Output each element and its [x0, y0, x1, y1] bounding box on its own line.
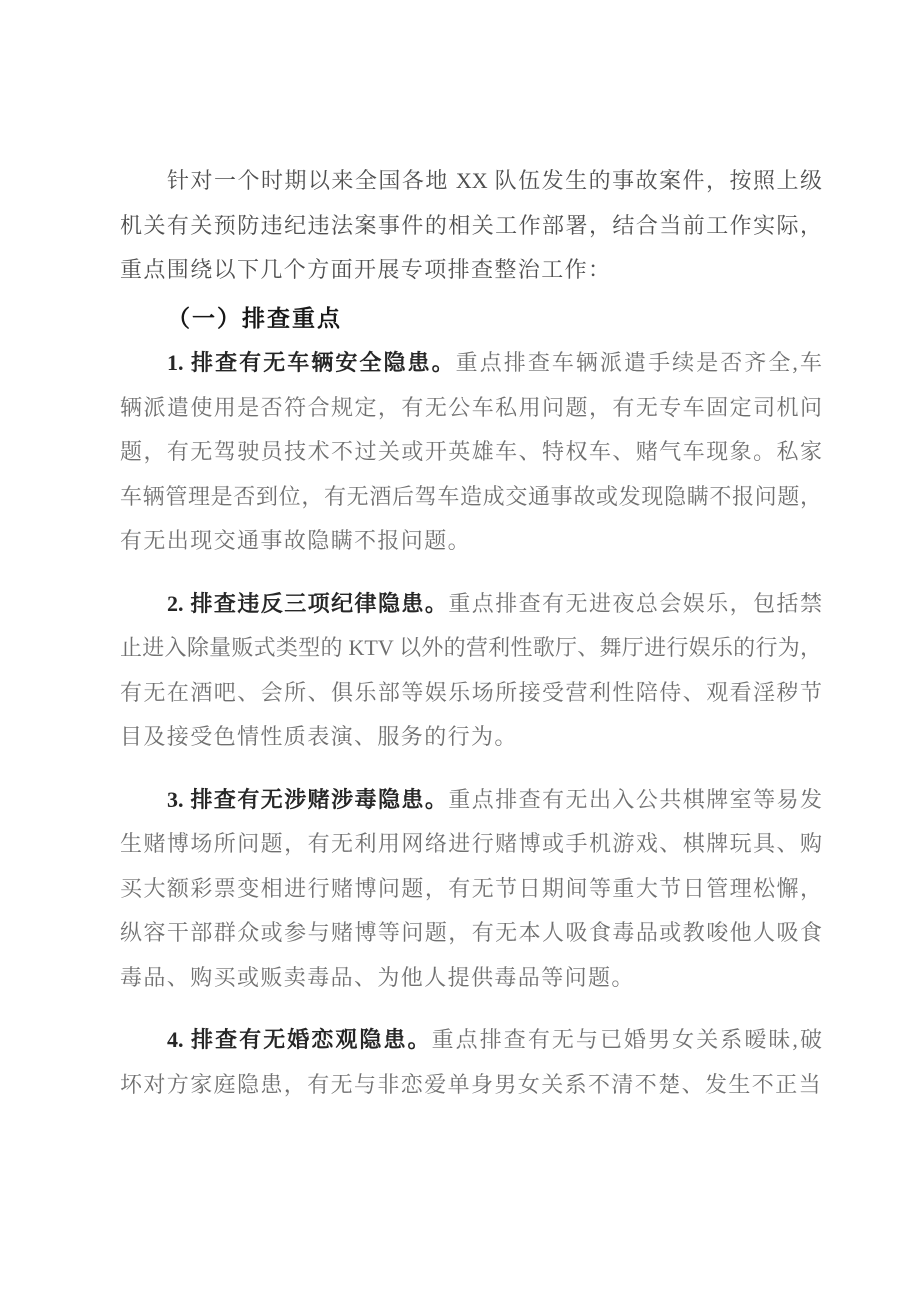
text-line [120, 778, 822, 823]
body-text: 有无在酒吧、会所、俱乐部等娱乐场所接受营利性陪侍、观看淫秽节 [120, 679, 822, 705]
bold-lead: 3. 排查有无涉赌涉毒隐患。 [167, 786, 449, 812]
body-text: 重点围绕以下几个方面开展专项排查整治工作： [120, 257, 612, 282]
body-text: 买大额彩票变相进行赌博问题，有无节日期间等重大节日管理松懈， [120, 875, 822, 901]
text-line [120, 248, 822, 293]
section-heading [120, 297, 822, 342]
intro-paragraph [120, 159, 822, 293]
body-text: 生赌博场所问题，有无利用网络进行赌博或手机游戏、棋牌玩具、购 [120, 831, 822, 856]
text-line [120, 159, 822, 204]
text-line [120, 341, 822, 386]
body-text: 重点排查有无出入公共棋牌室等易发 [448, 786, 822, 812]
numbered-paragraph [120, 582, 822, 760]
body-text: 重点排查车辆派遣手续是否齐全,车 [455, 350, 822, 375]
text-line [120, 867, 822, 912]
body-text: 重点排查有无与已婚男女关系暧昧,破 [431, 1027, 822, 1052]
text-line [120, 1018, 822, 1063]
body-text: 针对一个时期以来全国各地 XX 队伍发生的事故案件，按照上级 [167, 168, 822, 193]
text-line [120, 1063, 822, 1108]
text-line [120, 386, 822, 431]
bold-lead: 1. 排查有无车辆安全隐患。 [167, 350, 456, 375]
body-text: 坏对方家庭隐患，有无与非恋爱单身男女关系不清不楚、发生不正当 [120, 1071, 822, 1097]
bold-lead: （一）排查重点 [167, 305, 342, 331]
bold-lead: 4. 排查有无婚恋观隐患。 [167, 1027, 432, 1052]
body-text: 辆派遣使用是否符合规定，有无公车私用问题，有无专车固定司机问 [120, 394, 822, 420]
text-line [120, 475, 822, 520]
bold-lead: 2. 排查违反三项纪律隐患。 [167, 590, 449, 616]
text-line [120, 956, 822, 1001]
text-line [120, 671, 822, 716]
text-line [120, 519, 822, 564]
body-text: 纵容干部群众或参与赌博等问题，有无本人吸食毒品或教唆他人吸食 [120, 920, 822, 945]
text-line [120, 715, 822, 760]
body-text: 目及接受色情性质表演、服务的行为。 [120, 724, 518, 749]
text-line [120, 626, 822, 671]
body-text: 机关有关预防违纪违法案事件的相关工作部署，结合当前工作实际， [120, 212, 822, 238]
text-line [120, 822, 822, 867]
body-text: 有无出现交通事故隐瞒不报问题。 [120, 528, 472, 553]
numbered-paragraph [120, 1018, 822, 1107]
text-line [120, 297, 822, 342]
body-text: 止进入除量贩式类型的 KTV 以外的营利性歌厅、舞厅进行娱乐的行为， [120, 635, 822, 660]
body-text: 毒品、购买或贩卖毒品、为他人提供毒品等问题。 [120, 964, 635, 990]
numbered-paragraph [120, 778, 822, 1001]
text-line [120, 582, 822, 627]
body-text: 题，有无驾驶员技术不过关或开英雄车、特权车、赌气车现象。私家 [120, 439, 822, 464]
body-text: 重点排查有无进夜总会娱乐，包括禁 [448, 590, 822, 616]
text-line [120, 911, 822, 956]
document-text [120, 159, 822, 1107]
body-text: 车辆管理是否到位，有无酒后驾车造成交通事故或发现隐瞒不报问题， [120, 483, 822, 509]
text-line [120, 430, 822, 475]
text-line [120, 204, 822, 249]
numbered-paragraph [120, 341, 822, 564]
